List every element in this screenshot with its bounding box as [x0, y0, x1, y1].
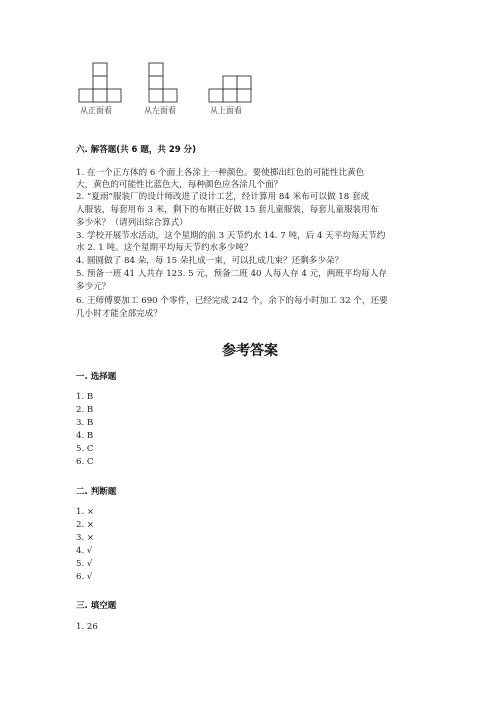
answer-item: 4. √	[76, 546, 93, 556]
section-title: 六. 解答题(共 6 题，共 29 分)	[76, 145, 197, 155]
left-view-label: 从左面看	[144, 106, 176, 115]
question-line: 大，黄色的可能性比蓝色大，每种颜色应各涂几个面？	[76, 180, 283, 190]
question-line: 水 2. 1 吨。这个星期平均每天节约水多少吨？	[76, 243, 253, 253]
top-view-grid	[209, 76, 251, 102]
answer-item: 1. ×	[76, 507, 95, 517]
question-line: 几小时才能全部完成？	[76, 309, 162, 319]
answer-item: 6. √	[76, 572, 93, 582]
question-line: 多少元？	[76, 282, 111, 292]
question-line: 3. 学校开展节水活动，这个星期的前 3 天节约水 14. 7 吨，后 4 天平均每天节约	[76, 231, 386, 241]
question-line: 5. 预备一班 41 人共存 123. 5 元，预备二班 40 人每人存 4 元，两班平均每人存	[76, 269, 387, 279]
answer-item: 3. B	[76, 418, 94, 428]
question-line: 多少米？（请列出综合算式）	[76, 218, 188, 228]
answer-section-title: 一. 选择题	[76, 372, 117, 382]
question-line: 6. 王师傅要加工 690 个零件，已经完成 242 个，余下的每小时加工 32 个，还要	[76, 296, 388, 306]
answer-section-title: 三. 填空题	[76, 601, 117, 611]
answer-item: 4. B	[76, 431, 94, 441]
question-line: 1. 在一个正方体的 6 个面上各涂上一种颜色。要使掷出红色的可能性比黄色	[76, 168, 365, 178]
top-view-label: 从上面看	[210, 106, 242, 115]
answer-item: 5. √	[76, 559, 93, 569]
answer-item: 5. C	[76, 444, 94, 454]
left-view-grid	[149, 63, 177, 102]
answer-item: 3. ×	[76, 533, 95, 543]
question-line: 人服装，每套用布 3 米，剩下的布刚正好做 15 套儿童服装，每套儿童服装用布	[76, 205, 379, 215]
answer-item: 2. B	[76, 405, 94, 415]
three-view-figure	[78, 58, 278, 118]
answer-item: 6. C	[76, 457, 94, 467]
question-line: 4. 圆圆做了 84 朵，每 15 朵扎成一束，可以扎成几束？还剩多少朵？	[76, 256, 344, 266]
front-view-grid	[79, 63, 121, 102]
question-line: 2. “夏雨”服装厂的设计师改进了设计工艺，经计算用 84 米布可以做 18 套成	[76, 192, 370, 202]
front-view-label: 从正面看	[80, 106, 112, 115]
answer-item: 1. 26	[76, 622, 98, 632]
answer-item: 2. ×	[76, 520, 95, 530]
answer-section-title: 二. 判断题	[76, 487, 117, 497]
answer-key-title: 参考答案	[222, 343, 278, 359]
answer-item: 1. B	[76, 392, 94, 402]
